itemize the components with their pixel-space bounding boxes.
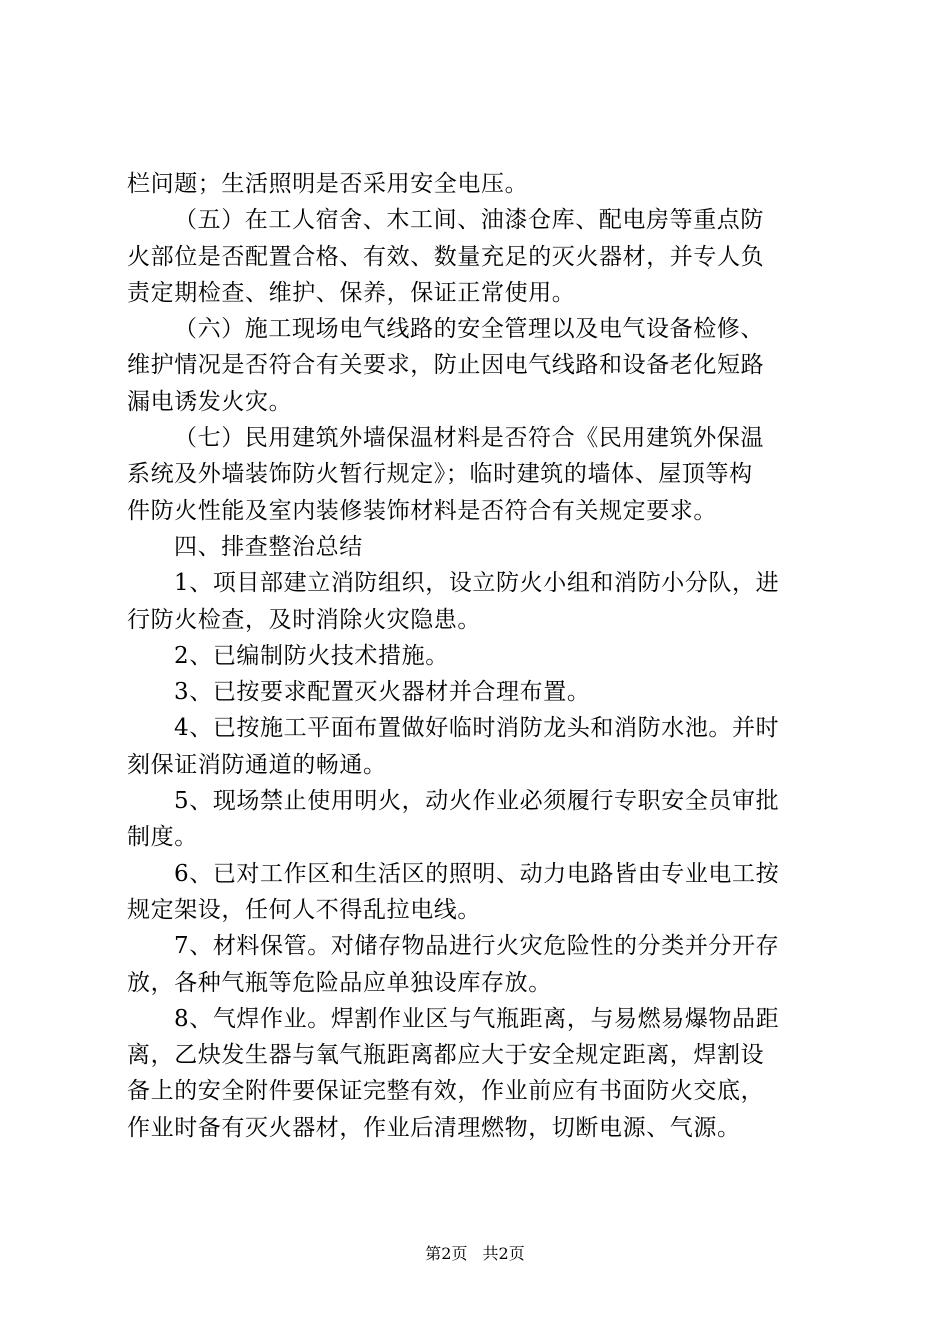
text-line: 离，乙炔发生器与氧气瓶距离都应大于安全规定距离，焊割设 [127,1042,765,1069]
text-line: 漏电诱发火灾。 [127,388,293,415]
text-line: 8、气焊作业。焊割作业区与气瓶距离，与易燃易爆物品距 [174,1005,780,1032]
text-line: 作业时备有灭火器材，作业后清理燃物，切断电源、气源。 [127,1114,741,1141]
text-line: 四、排查整治总结 [174,533,363,560]
text-line: 3、已按要求配置灭火器材并合理布置。 [174,679,591,706]
text-line: 备上的安全附件要保证完整有效，作业前应有书面防火交底， [127,1078,765,1105]
text-line: 6、已对工作区和生活区的照明、动力电路皆由专业电工按 [174,860,780,887]
text-line: 1、项目部建立消防组织，设立防火小组和消防小分队，进 [174,570,780,597]
document-body [127,166,837,1146]
text-line: 制度。 [127,824,198,851]
text-line: （六）施工现场电气线路的安全管理以及电气设备检修、 [174,316,764,343]
text-line: 件防火性能及室内装修装饰材料是否符合有关规定要求。 [127,497,717,524]
text-line: 维护情况是否符合有关要求，防止因电气线路和设备老化短路 [127,352,765,379]
text-line: 责定期检查、维护、保养，保证正常使用。 [127,279,576,306]
text-line: 规定架设，任何人不得乱拉电线。 [127,896,481,923]
text-line: 5、现场禁止使用明火，动火作业必须履行专职安全员审批 [174,788,780,815]
page-number-current: 第2页 [425,1244,468,1263]
text-line: 4、已按施工平面布置做好临时消防龙头和消防水池。并时 [174,715,780,742]
text-line: 7、材料保管。对储存物品进行火灾危险性的分类并分开存 [174,933,780,960]
text-line: （五）在工人宿舍、木工间、油漆仓库、配电房等重点防 [174,207,764,234]
text-line: 系统及外墙装饰防火暂行规定》；临时建筑的墙体、屋顶等构 [127,461,753,488]
text-line: 刻保证消防通道的畅通。 [127,751,387,778]
page-number-total: 共2页 [482,1244,525,1263]
text-line: 行防火检查，及时消除火灾隐患。 [127,606,481,633]
text-line: 火部位是否配置合格、有效、数量充足的灭火器材，并专人负 [127,243,765,270]
text-line: 放，各种气瓶等危险品应单独设库存放。 [127,969,552,996]
page-footer [0,1243,950,1265]
text-line: 栏问题；生活照明是否采用安全电压。 [127,171,529,197]
text-line: （七）民用建筑外墙保温材料是否符合《民用建筑外保温 [174,425,764,452]
text-line: 2、已编制防火技术措施。 [174,642,449,669]
